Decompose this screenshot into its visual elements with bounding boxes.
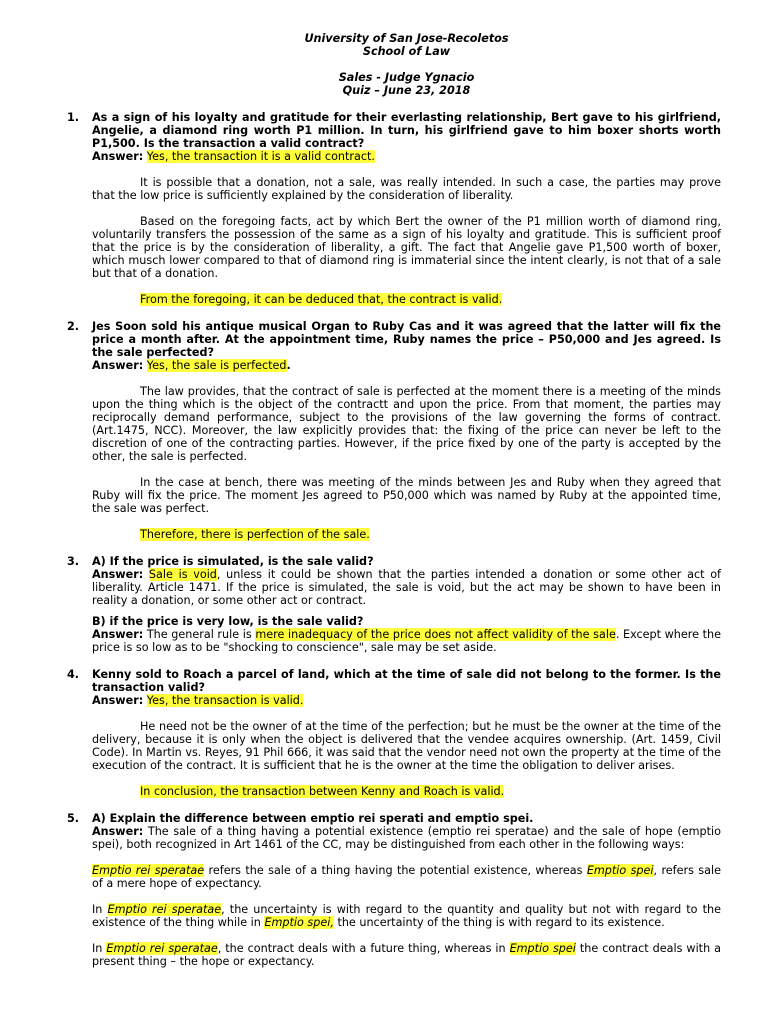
question-text: Kenny sold to Roach a parcel of land, which at the time of sale did not belong to the former. Is the transaction valid?	[92, 668, 721, 694]
distinction-text: the contract deals with a present thing – the hope or expectancy.	[92, 942, 721, 968]
term-highlight: Emptio rei speratae	[107, 903, 222, 916]
question-text-b: B) if the price is very low, is the sale valid?	[92, 615, 364, 628]
conclusion	[92, 785, 721, 798]
distinction-3	[92, 942, 721, 968]
question-number: 3.	[67, 555, 80, 568]
term-highlight: Emptio spei	[509, 942, 576, 955]
question-text: A) Explain the difference between emptio rei sperati and emptio spei.	[92, 812, 534, 825]
paragraph: In the case at bench, there was meeting of the minds between Jes and Ruby when they agreed that Ruby will fix the price. The moment Jes agreed to P50,000 which was named by Ruby at the appointed time, the sale was perfect.	[92, 476, 721, 515]
answer-text: , unless it could be shown that the parties intended a donation or some other act of liberality. Article 1471. If the price is simulated, the sale is void, but the act may be shown to have been in reality a donation, or some other act or contract.	[92, 568, 721, 607]
question-number: 4.	[67, 668, 80, 681]
course-title: Sales - Judge Ygnacio	[338, 71, 475, 84]
question-text: As a sign of his loyalty and gratitude for their everlasting relationship, Bert gave to his girlfriend, Angelie, a diamond ring worth P1 million. In turn, his girlfriend gave to him boxer shorts worth P1,500. Is the transaction a valid contract?	[92, 111, 721, 150]
answer-label: Answer:	[92, 568, 144, 581]
distinction-text: In	[92, 942, 107, 955]
question-text: Jes Soon sold his antique musical Organ to Ruby Cas and it was agreed that the latter will fix the price a month after. At the appointment time, Ruby names the price – P50,000 and Jes agreed. Is the sale perfected?	[92, 320, 721, 359]
answer-line	[92, 150, 721, 163]
question-5	[67, 812, 721, 968]
answer-line	[92, 359, 721, 372]
distinction-text: In	[92, 903, 108, 916]
school-name: School of Law	[362, 45, 451, 58]
term-highlight: Emptio spei,	[264, 916, 334, 929]
answer-text: The general rule is	[146, 628, 256, 641]
paragraph: It is possible that a donation, not a sale, was really intended. In such a case, the parties may prove that the low price is sufficiently explained by the consideration of liberality.	[92, 176, 721, 202]
answer-highlight: Yes, the transaction is valid.	[146, 694, 304, 707]
distinction-text: the uncertainty of the thing is with regard to its existence.	[333, 916, 665, 929]
term-highlight: Emptio spei	[586, 864, 654, 877]
answer-highlight: Sale is void	[148, 568, 217, 581]
conclusion-highlight: Therefore, there is perfection of the sale.	[140, 528, 370, 541]
distinction-text: , the contract deals with a future thing, whereas in	[217, 942, 510, 955]
question-4	[67, 668, 721, 798]
question-2	[67, 320, 721, 541]
distinction-text: , the uncertainty is with regard to the quantity and quality but not with regard to the existence of the thing while in	[92, 903, 721, 929]
quiz-date: Quiz – June 23, 2018	[342, 84, 471, 97]
paragraph: He need not be the owner of at the time of the perfection; but he must be the owner at the time of the delivery, because it is only when the object is delivered that the vendee acquires ownership. (Art. 1459, Civil Code). In Martin vs. Reyes, 91 Phil 666, it was said that the vendor need not own the property at the time of the execution of the contract. It is sufficient that he is the owner at the time the obligation to deliver arises.	[92, 720, 721, 772]
answer-a	[92, 568, 721, 607]
distinction-1	[92, 864, 721, 890]
document-header	[92, 32, 721, 97]
conclusion-highlight: From the foregoing, it can be deduced that, the contract is valid.	[140, 293, 503, 306]
conclusion	[92, 293, 721, 306]
answer-label: Answer:	[92, 628, 144, 641]
question-1	[67, 111, 721, 306]
university-name: University of San Jose-Recoletos	[304, 32, 509, 45]
question-number: 5.	[67, 812, 80, 825]
term-highlight: Emptio rei speratae	[106, 942, 218, 955]
answer-label: Answer:	[92, 694, 144, 707]
answer-period: .	[286, 359, 291, 372]
conclusion-highlight: In conclusion, the transaction between Kenny and Roach is valid.	[140, 785, 505, 798]
question-text-a: A) If the price is simulated, is the sale valid?	[92, 555, 374, 568]
answer-highlight: Yes, the sale is perfected	[146, 359, 287, 372]
answer-label: Answer:	[92, 825, 144, 838]
answer-text: . Except where the price is so low as to be "shocking to conscience", sale may be set aside.	[92, 628, 722, 654]
conclusion	[92, 528, 721, 541]
paragraph: Based on the foregoing facts, act by which Bert the owner of the P1 million worth of diamond ring, voluntarily transfers the possession of the same as a sign of his loyalty and gratitude. This is sufficient proof that the price is by the consideration of liberality, a gift. The fact that Angelie gave P1,500 worth of boxer, which musch lower compared to that of diamond ring is immaterial since the intent clearly, is not that of a sale but that of a donation.	[92, 215, 721, 280]
distinction-text: refers the sale of a thing having the potential existence, whereas	[204, 864, 587, 877]
answer-label: Answer:	[92, 150, 144, 163]
answer-label: Answer:	[92, 359, 144, 372]
paragraph: The law provides, that the contract of sale is perfected at the moment there is a meeting of the minds upon the thing which is the object of the contractt and upon the price. From that moment, the parties may reciprocally demand performance, subject to the provisions of the law governing the forms of contract. (Art.1475, NCC). Moreover, the law explicitly provides that: the fixing of the price can never be left to the discretion of one of the contracting parties. However, if the price fixed by one of the party is accepted by the other, the sale is perfected.	[92, 385, 721, 463]
distinction-2	[92, 903, 721, 929]
question-3	[67, 555, 722, 654]
term-highlight: Emptio rei speratae	[92, 864, 205, 877]
answer-text: The sale of a thing having a potential existence (emptio rei speratae) and the sale of hope (emptio spei), both recognized in Art 1461 of the CC, may be distinguished from each other in the following ways:	[92, 825, 721, 851]
answer-line	[92, 694, 721, 707]
answer-b	[92, 628, 721, 654]
answer-highlight: Yes, the transaction it is a valid contract.	[146, 150, 375, 163]
header-spacer	[92, 58, 721, 71]
question-number: 2.	[67, 320, 80, 333]
answer-line	[92, 825, 721, 851]
question-number: 1.	[67, 111, 80, 124]
answer-highlight: mere inadequacy of the price does not affect validity of the sale	[255, 628, 616, 641]
distinction-text: , refers sale of a mere hope of expectancy.	[92, 864, 721, 890]
